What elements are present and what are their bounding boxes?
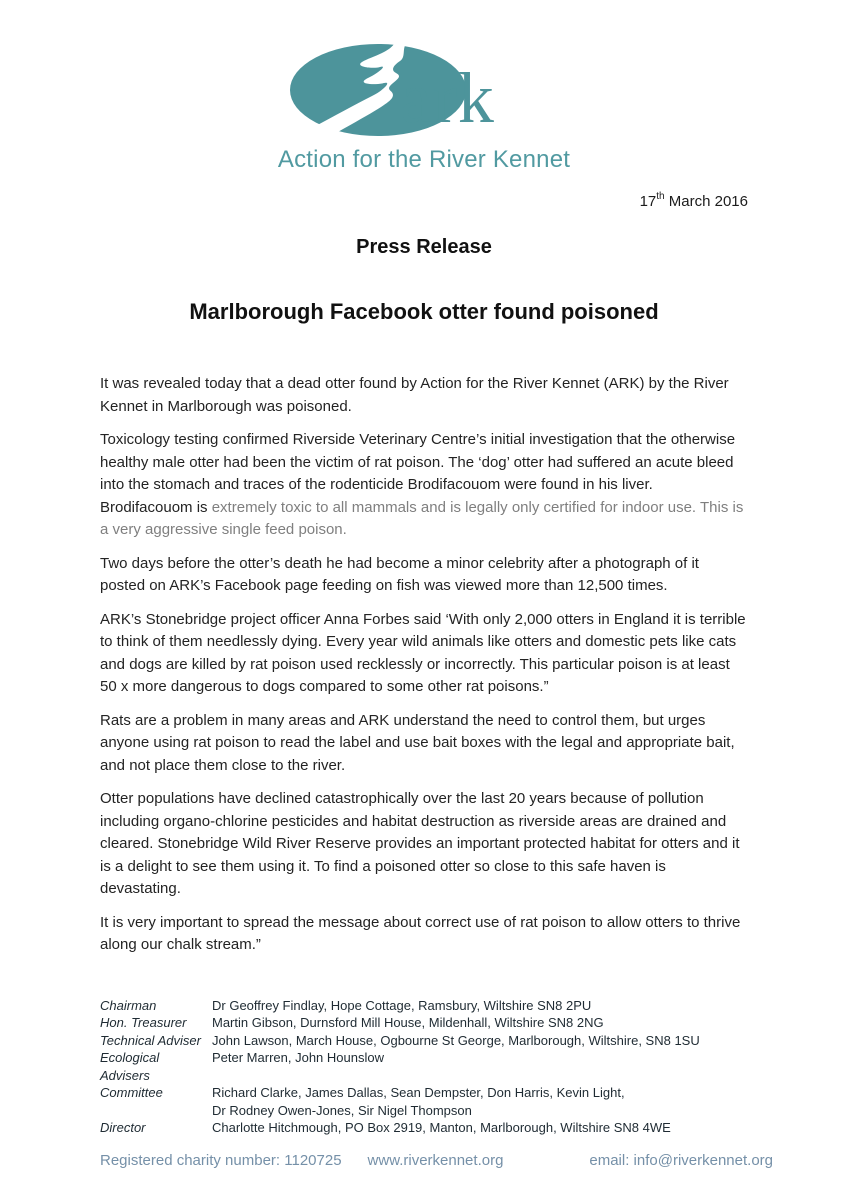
officer-value: John Lawson, March House, Ogbourne St George, Marlborough, Wiltshire, SN8 1SU bbox=[212, 1032, 700, 1048]
officer-role: Hon. Treasurer bbox=[100, 1015, 187, 1030]
officer-value: Dr Rodney Owen-Jones, Sir Nigel Thompson bbox=[212, 1102, 472, 1118]
logo-tagline: Action for the River Kennet bbox=[277, 146, 571, 173]
officer-row bbox=[100, 997, 748, 1015]
email-text: email: info@riverkennet.org bbox=[589, 1151, 773, 1169]
officer-row bbox=[100, 1049, 748, 1084]
officer-value: Martin Gibson, Durnsford Mill House, Mildenhall, Wiltshire SN8 2NG bbox=[212, 1015, 604, 1030]
ark-logo-mark bbox=[290, 42, 558, 144]
paragraph-segment: Toxicology testing confirmed Riverside Veterinary Centre’s initial investigation that the otherwise healthy male otter had been the victim of rat poison. The ‘dog’ otter had suffered an acute bleed into the stomach and traces of the rodenticide Brodifacouom were found in his liver. Brodifacouom is bbox=[100, 431, 736, 516]
charity-number: Registered charity number: 1120725 bbox=[100, 1151, 342, 1169]
officer-role: Chairman bbox=[100, 997, 157, 1013]
officer-value: Charlotte Hitchmough, PO Box 2919, Manton, Marlborough, Wiltshire SN8 4WE bbox=[212, 1120, 671, 1135]
officer-row bbox=[100, 1102, 748, 1120]
officer-role: Committee bbox=[100, 1085, 163, 1100]
date-day: 17 bbox=[639, 193, 657, 210]
officer-row bbox=[100, 1084, 748, 1102]
body-paragraph bbox=[100, 429, 748, 542]
body-text bbox=[100, 373, 748, 957]
website-text: www.riverkennet.org bbox=[367, 1151, 504, 1169]
page-title: Marlborough Facebook otter found poisoned bbox=[189, 299, 659, 324]
paragraph-segment-gray: extremely toxic to all mammals and is legally only certified for indoor use. This is a very aggressive single feed poison. bbox=[100, 498, 744, 538]
logo-brand-text: ark bbox=[400, 58, 495, 138]
body-paragraph: It was revealed today that a dead otter found by Action for the River Kennet (ARK) by the River Kennet in Marlborough was poisoned. bbox=[100, 375, 729, 415]
officer-role: Ecological Advisers bbox=[100, 1050, 160, 1083]
date-ordinal: th bbox=[656, 191, 665, 202]
officer-row bbox=[100, 1119, 748, 1137]
officer-value: Dr Geoffrey Findlay, Hope Cottage, Ramsbury, Wiltshire SN8 2PU bbox=[212, 997, 592, 1013]
press-release-kicker: Press Release bbox=[356, 236, 492, 258]
officer-value: Peter Marren, John Hounslow bbox=[212, 1050, 384, 1065]
body-paragraph: ARK’s Stonebridge project officer Anna Forbes said ‘With only 2,000 otters in England it is terrible to think of them needlessly dying. Every year wild animals like otters and domestic pets like cats and dogs are killed by rat poison used recklessly or incorrectly. This particular poison is at least 50 x more dangerous to dogs compared to some other rat poisons.” bbox=[100, 610, 746, 695]
officers-list bbox=[100, 997, 748, 1137]
officer-row bbox=[100, 1032, 748, 1050]
body-paragraph: Two days before the otter’s death he had become a minor celebrity after a photograph of it posted on ARK’s Facebook page feeding on fish was viewed more than 12,500 times. bbox=[100, 554, 699, 594]
body-paragraph: Rats are a problem in many areas and ARK understand the need to control them, but urges anyone using rat poison to read the label and use bait boxes with the legal and appropriate bait, and not place them close to the river. bbox=[100, 711, 735, 774]
officer-role bbox=[100, 1102, 212, 1120]
date-rest: March 2016 bbox=[664, 193, 748, 210]
footer bbox=[100, 1152, 773, 1169]
ark-logo bbox=[100, 42, 748, 174]
body-paragraph: It is very important to spread the message about correct use of rat poison to allow otters to thrive along our chalk stream.” bbox=[100, 913, 741, 953]
officer-role: Director bbox=[100, 1120, 146, 1135]
date-line bbox=[100, 192, 748, 210]
officer-row bbox=[100, 1014, 748, 1032]
officer-role: Technical Adviser bbox=[100, 1032, 201, 1048]
body-paragraph: Otter populations have declined catastrophically over the last 20 years because of pollution including organo-chlorine pesticides and habitat destruction as riverside areas are drained and cleared. Stonebridge Wild River Reserve provides an important protected habitat for otters and it is a delight to see them using it. To find a poisoned otter so close to this safe haven is devastating. bbox=[100, 790, 740, 897]
officer-value: Richard Clarke, James Dallas, Sean Dempster, Don Harris, Kevin Light, bbox=[212, 1085, 625, 1100]
